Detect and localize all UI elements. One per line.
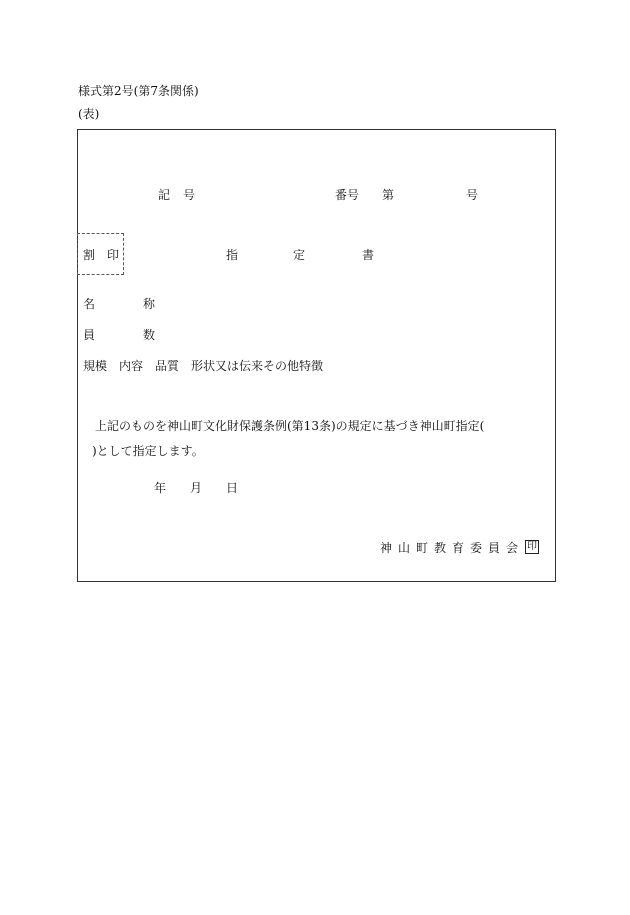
count-char-2: 数 [143, 328, 156, 342]
kigou-char-1: 記 [158, 188, 171, 202]
count-char-1: 員 [83, 328, 96, 342]
issuer-char: 会 [506, 541, 519, 555]
name-char-2: 称 [143, 297, 156, 311]
issuer-char: 教 [434, 541, 447, 555]
date-month: 月 [190, 481, 203, 495]
issuer-char: 神 [380, 541, 393, 555]
kigou-char-2: 号 [183, 188, 196, 202]
certificate-frame [77, 129, 556, 582]
dai-label: 第 [382, 188, 395, 202]
inkan-box: 印 [527, 541, 537, 552]
body-line-2: )として指定します。 [92, 444, 204, 458]
name-char-1: 名 [83, 297, 96, 311]
bangou-label: 番号 [335, 188, 360, 202]
issuer-char: 員 [488, 541, 501, 555]
title-char-1: 指 [226, 248, 239, 262]
issuer-char: 山 [398, 541, 411, 555]
issuer-char: 育 [452, 541, 465, 555]
warin-char-2: 印 [107, 248, 120, 262]
form-number-label: 様式第2号(第7条関係) [78, 84, 199, 98]
title-char-2: 定 [293, 248, 306, 262]
issuer-char: 町 [416, 541, 429, 555]
date-year: 年 [154, 481, 167, 495]
body-line-1: 上記のものを神山町文化財保護条例(第13条)の規定に基づき神山町指定( [95, 419, 485, 433]
gou-label: 号 [466, 188, 479, 202]
specs-label: 規模 内容 品質 形状又は伝来その他特徴 [83, 359, 324, 373]
date-day: 日 [226, 481, 239, 495]
issuer-char: 委 [470, 541, 483, 555]
title-char-3: 書 [362, 248, 375, 262]
warin-char-1: 割 [83, 248, 96, 262]
side-label: (表) [78, 107, 100, 121]
